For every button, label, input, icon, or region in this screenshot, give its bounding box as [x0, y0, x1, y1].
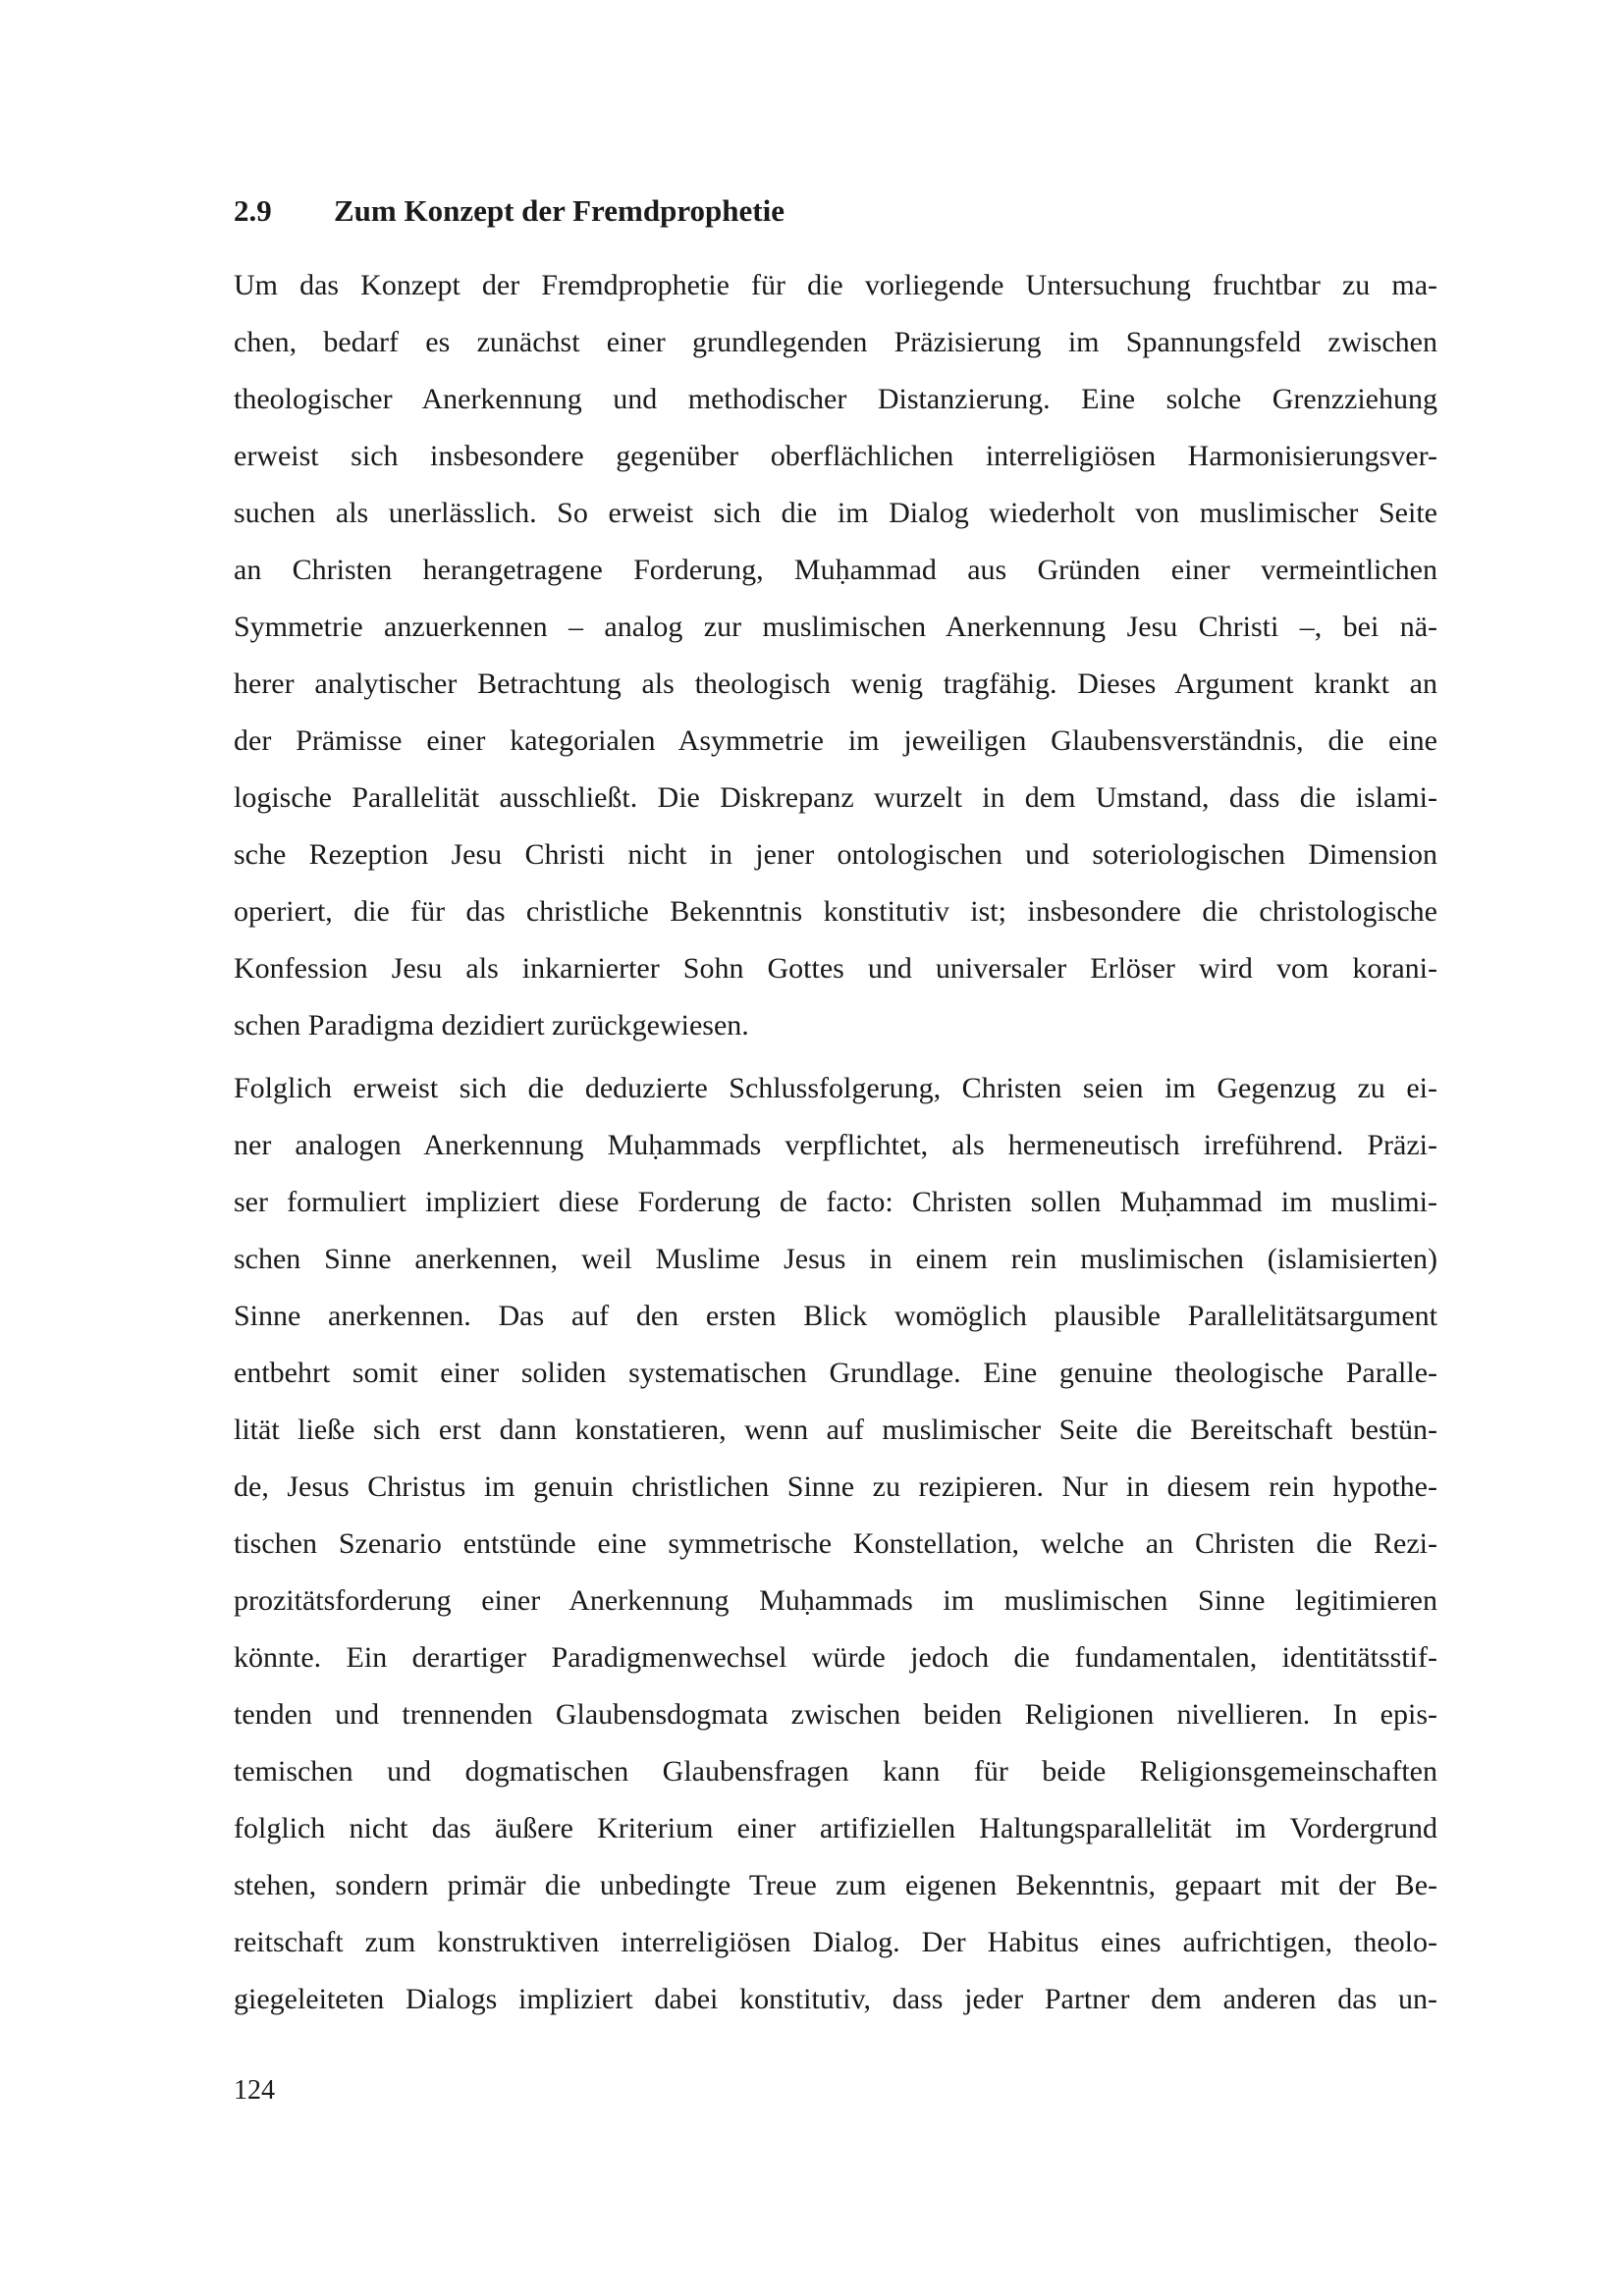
text-line: erweist sich insbesondere gegenüber oberflächlichen interreligiösen Harmonisierungsver-: [234, 440, 1437, 472]
text-line: chen, bedarf es zunächst einer grundlegenden Präzisierung im Spannungsfeld zwischen: [234, 326, 1437, 358]
text-line: an Christen herangetragene Forderung, Muḥammad aus Gründen einer vermeintlichen: [234, 554, 1437, 586]
section-title: Zum Konzept der Fremdprophetie: [334, 193, 785, 228]
text-line: ser formuliert impliziert diese Forderung de facto: Christen sollen Muḥammad im muslimi-: [234, 1186, 1437, 1218]
page-number: 124: [234, 2075, 275, 2106]
text-line: sche Rezeption Jesu Christi nicht in jener ontologischen und soteriologischen Dimension: [234, 838, 1437, 871]
text-line: lität ließe sich erst dann konstatieren, wenn auf muslimischer Seite die Bereitschaft bestün-: [234, 1414, 1437, 1446]
text-line: Folglich erweist sich die deduzierte Schlussfolgerung, Christen seien im Gegenzug zu ei-: [234, 1072, 1437, 1104]
section-number: 2.9: [234, 193, 272, 228]
text-line: prozitätsforderung einer Anerkennung Muḥammads im muslimischen Sinne legitimieren: [234, 1584, 1437, 1617]
paragraph-1: [234, 257, 1437, 1054]
text-line: der Prämisse einer kategorialen Asymmetrie im jeweiligen Glaubensverständnis, die eine: [234, 724, 1437, 757]
text-line: tischen Szenario entstünde eine symmetrische Konstellation, welche an Christen die Rezi-: [234, 1527, 1437, 1560]
text-line: Um das Konzept der Fremdprophetie für die vorliegende Untersuchung fruchtbar zu ma-: [234, 269, 1437, 301]
text-line: logische Parallelität ausschließt. Die Diskrepanz wurzelt in dem Umstand, dass die islami-: [234, 781, 1437, 814]
text-line: Konfession Jesu als inkarnierter Sohn Gottes und universaler Erlöser wird vom korani-: [234, 952, 1437, 985]
section-heading: [234, 191, 1437, 231]
document-page: [234, 0, 1437, 2296]
text-line: könnte. Ein derartiger Paradigmenwechsel würde jedoch die fundamentalen, identitätsstif-: [234, 1641, 1437, 1674]
text-line: tenden und trennenden Glaubensdogmata zwischen beiden Religionen nivellieren. In epis-: [234, 1698, 1437, 1731]
text-line: schen Sinne anerkennen, weil Muslime Jesus in einem rein muslimischen (islamisierten): [234, 1243, 1437, 1275]
text-line: temischen und dogmatischen Glaubensfragen kann für beide Religionsgemeinschaften: [234, 1755, 1437, 1788]
text-line: entbehrt somit einer soliden systematischen Grundlage. Eine genuine theologische Paralle-: [234, 1357, 1437, 1389]
text-line: operiert, die für das christliche Bekenntnis konstitutiv ist; insbesondere die christologische: [234, 895, 1437, 928]
text-line: giegeleiteten Dialogs impliziert dabei konstitutiv, dass jeder Partner dem anderen das un-: [234, 1983, 1437, 2015]
text-line: schen Paradigma dezidiert zurückgewiesen.: [234, 1009, 749, 1041]
text-line: Sinne anerkennen. Das auf den ersten Blick womöglich plausible Parallelitätsargument: [234, 1300, 1437, 1332]
text-line: folglich nicht das äußere Kriterium einer artifiziellen Haltungsparallelität im Vordergrund: [234, 1812, 1437, 1844]
text-line: reitschaft zum konstruktiven interreligiösen Dialog. Der Habitus eines aufrichtigen, theolo-: [234, 1926, 1437, 1958]
text-line: Symmetrie anzuerkennen – analog zur muslimischen Anerkennung Jesu Christi –, bei nä-: [234, 611, 1437, 643]
text-line: de, Jesus Christus im genuin christlichen Sinne zu rezipieren. Nur in diesem rein hypothe-: [234, 1470, 1437, 1503]
text-line: stehen, sondern primär die unbedingte Treue zum eigenen Bekenntnis, gepaart mit der Be-: [234, 1869, 1437, 1901]
text-line: ner analogen Anerkennung Muḥammads verpflichtet, als hermeneutisch irreführend. Präzi-: [234, 1129, 1437, 1161]
paragraph-2: [234, 1060, 1437, 2028]
text-line: herer analytischer Betrachtung als theologisch wenig tragfähig. Dieses Argument krankt an: [234, 667, 1437, 700]
text-line: suchen als unerlässlich. So erweist sich die im Dialog wiederholt von muslimischer Seite: [234, 497, 1437, 529]
text-line: theologischer Anerkennung und methodischer Distanzierung. Eine solche Grenzziehung: [234, 383, 1437, 415]
